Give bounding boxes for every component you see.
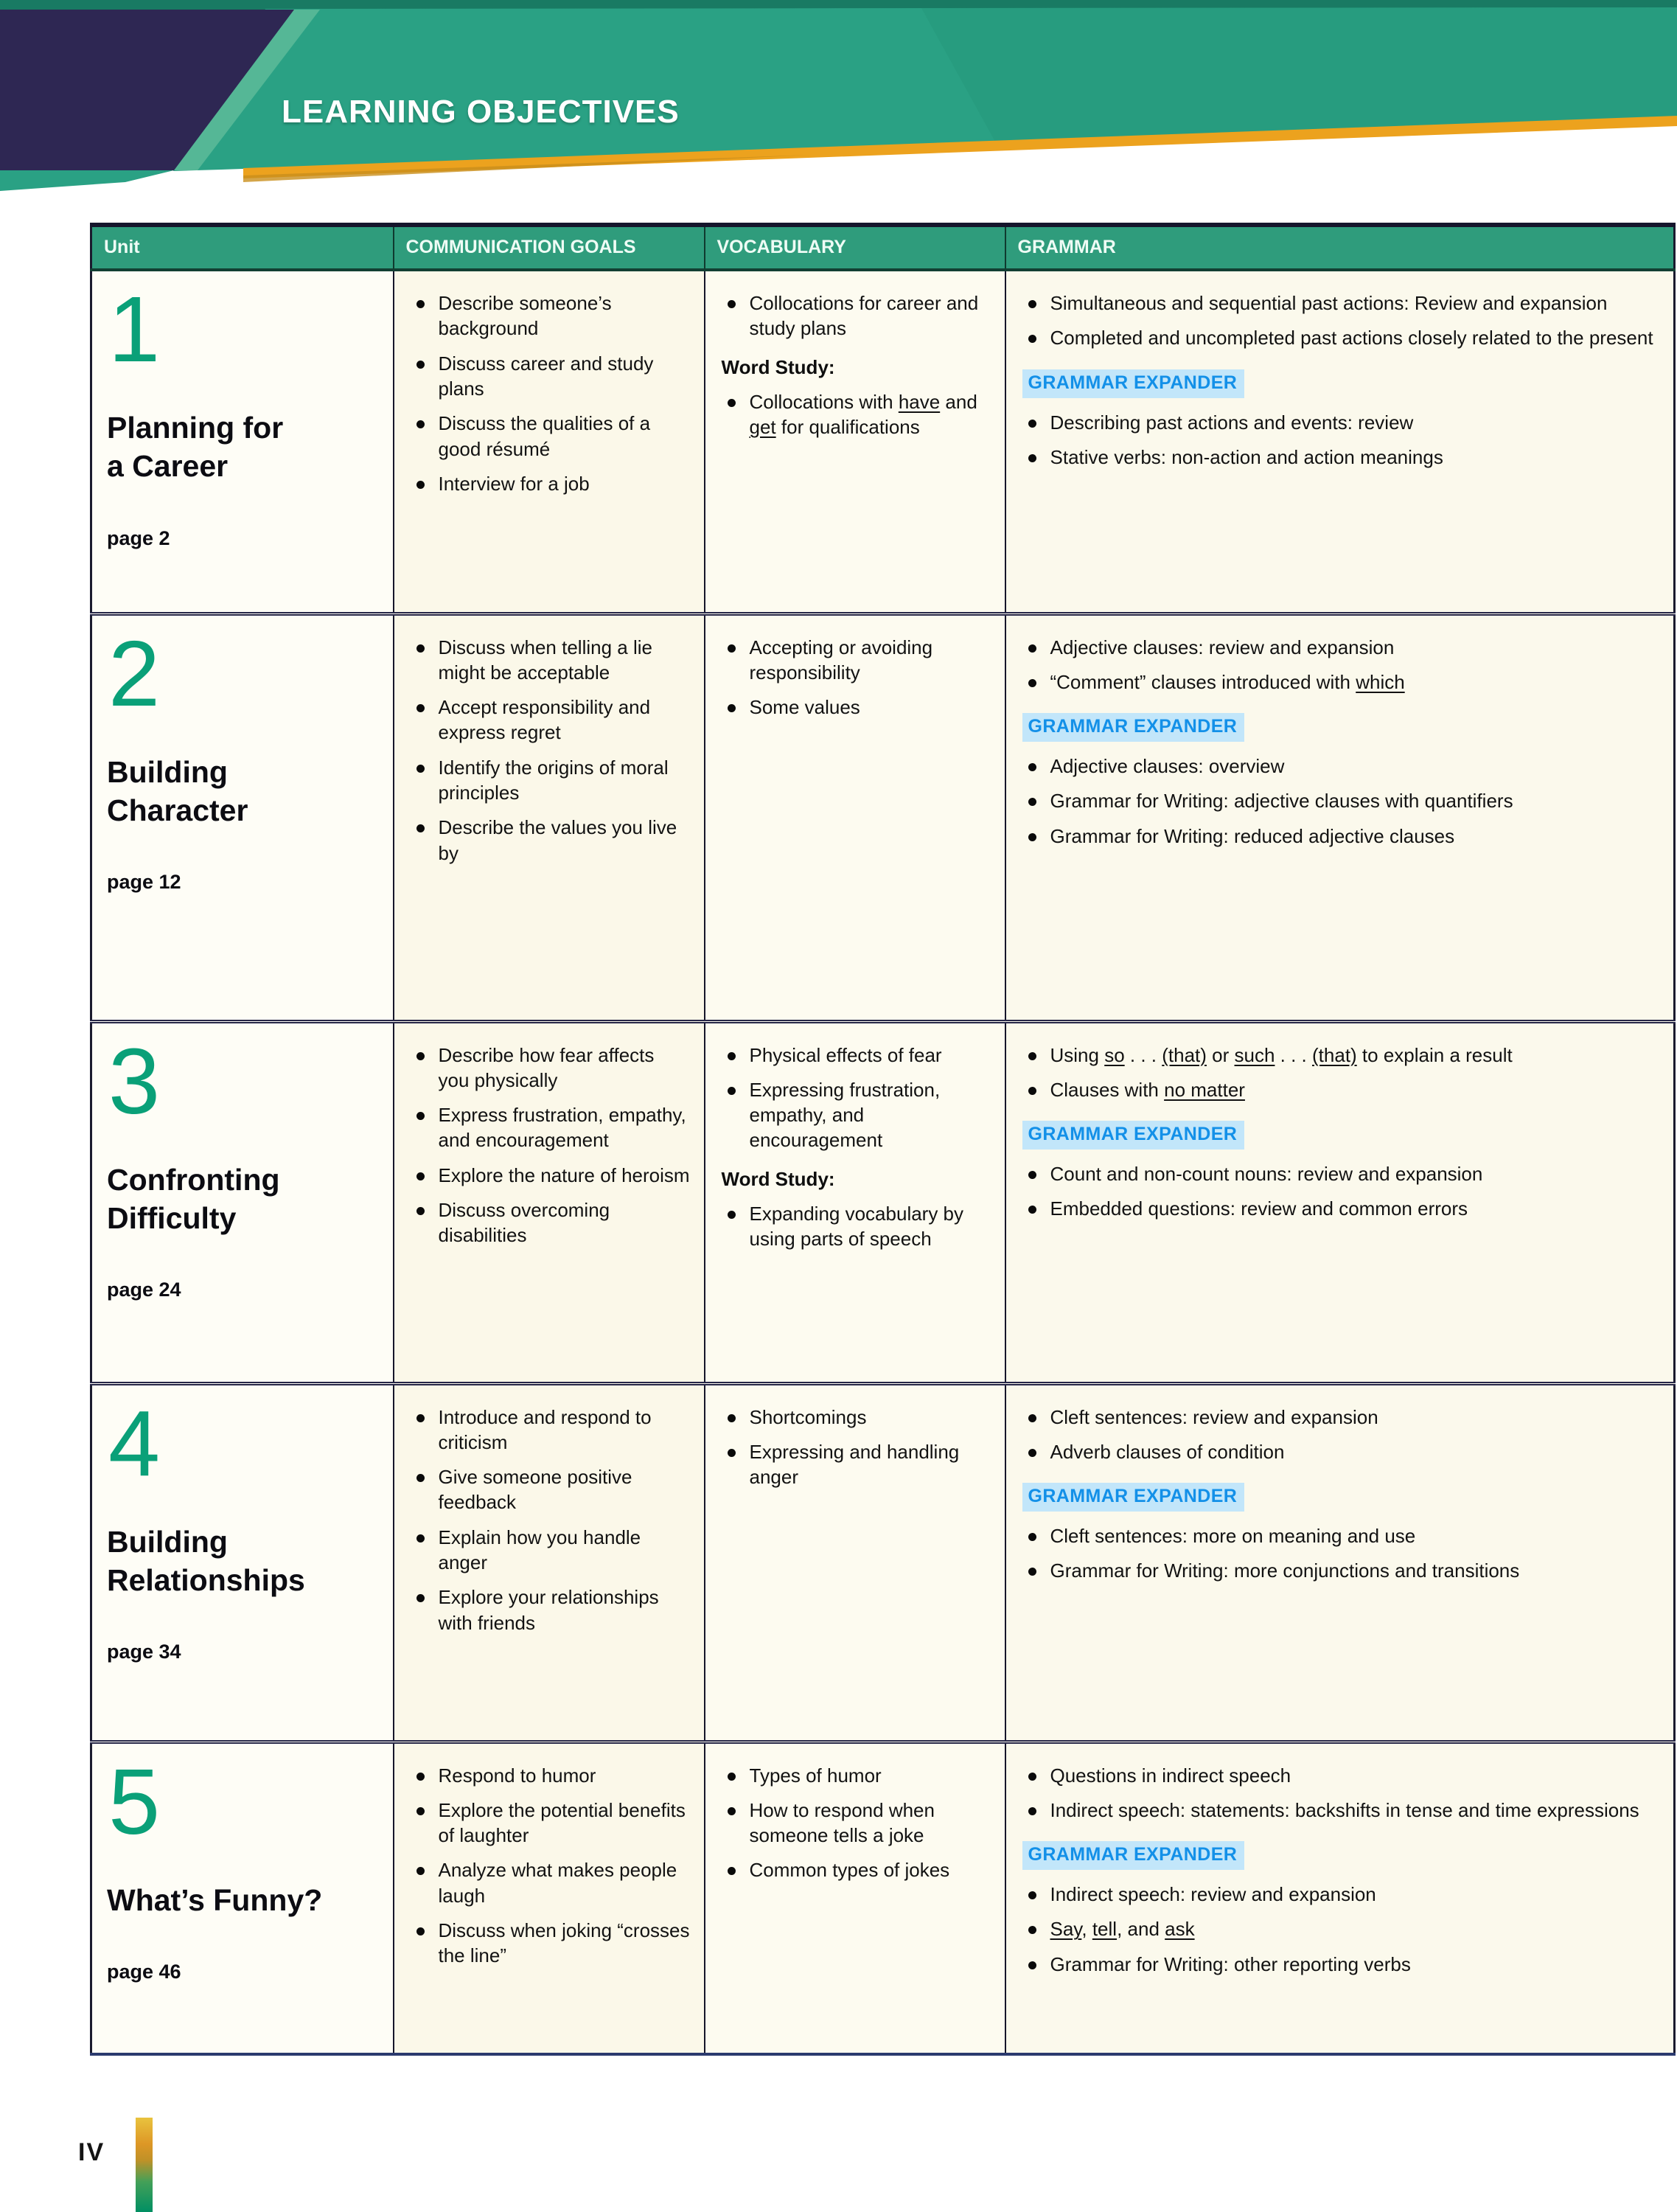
unit-row <box>91 270 1675 613</box>
bullet-item: Physical effects of fear <box>722 1043 991 1068</box>
bullet-item: Discuss the qualities of a good résumé <box>411 411 691 462</box>
bullet-item: Cleft sentences: review and expansion <box>1022 1405 1661 1430</box>
grammar-expander-row <box>1022 1112 1661 1161</box>
unit-page-label: page 2 <box>107 526 170 549</box>
unit-cell <box>91 1383 394 1742</box>
bullet-item: Explore your relationships with friends <box>411 1585 691 1635</box>
bullet-item: Common types of jokes <box>722 1857 991 1882</box>
bullet-item: Identify the origins of moral principles <box>411 755 691 806</box>
bullet-item: Expressing and handling anger <box>722 1439 991 1490</box>
bullet-item: Explain how you handle anger <box>411 1525 691 1576</box>
communication-goals-cell <box>394 1021 705 1383</box>
bullet-item: How to respond when someone tells a joke <box>722 1798 991 1848</box>
bullet-item: Adjective clauses: overview <box>1022 754 1661 779</box>
table-header-row <box>91 225 1675 270</box>
bookmark-ribbon <box>136 2118 153 2212</box>
grammar-cell <box>1005 1383 1675 1742</box>
communication-goals-cell <box>394 613 705 1021</box>
bullet-item: Analyze what makes people laugh <box>411 1857 691 1908</box>
bullet-item: Questions in indirect speech <box>1022 1763 1661 1788</box>
word-study-heading: Word Study: <box>721 355 835 378</box>
communication-goals-cell <box>394 270 705 613</box>
bullet-item: Expressing frustration, empathy, and encouragement <box>722 1077 991 1153</box>
grammar-cell <box>1005 1021 1675 1383</box>
bullet-item: Count and non-count nouns: review and expansion <box>1022 1161 1661 1186</box>
banner-title: LEARNING OBJECTIVES <box>282 94 680 130</box>
col-header-communication-goals: COMMUNICATION GOALS <box>394 225 705 270</box>
unit-number: 4 <box>108 1391 162 1495</box>
bullet-item: Indirect speech: review and expansion <box>1022 1882 1661 1907</box>
bullet-item: Types of humor <box>722 1763 991 1788</box>
unit-page-label: page 46 <box>107 1960 181 1983</box>
bullet-item: Explore the nature of heroism <box>411 1163 691 1188</box>
bullet-item: Collocations for career and study plans <box>722 291 991 341</box>
bullet-item: Indirect speech: statements: backshifts in tense and time expressions <box>1022 1798 1661 1823</box>
grammar-expander-badge: GRAMMAR EXPANDER <box>1022 1841 1245 1870</box>
bullet-item: Grammar for Writing: more conjunctions and transitions <box>1022 1558 1661 1583</box>
bullet-item: Expanding vocabulary by using parts of speech <box>722 1201 991 1252</box>
bullet-item: Describe the values you live by <box>411 815 691 866</box>
bullet-item: Clauses with no matter <box>1022 1077 1661 1102</box>
bullet-item: Describe someone’s background <box>411 291 691 341</box>
unit-number: 3 <box>108 1029 162 1133</box>
grammar-expander-row <box>1022 704 1661 754</box>
bullet-item: Stative verbs: non-action and action meanings <box>1022 445 1661 470</box>
unit-number: 5 <box>108 1749 162 1854</box>
unit-number: 2 <box>108 621 162 726</box>
bullet-item: Introduce and respond to criticism <box>411 1405 691 1455</box>
unit-row <box>91 1742 1675 2054</box>
units-body <box>91 270 1675 2054</box>
bullet-item: Accept responsibility and express regret <box>411 695 691 745</box>
bullet-item: Grammar for Writing: other reporting verbs <box>1022 1952 1661 1977</box>
bullet-item: Describe how fear affects you physically <box>411 1043 691 1093</box>
grammar-expander-row <box>1022 1474 1661 1523</box>
bullet-item: Collocations with have and get for qualifications <box>722 389 991 440</box>
bullet-item: Discuss career and study plans <box>411 351 691 402</box>
bullet-item: Simultaneous and sequential past actions: Review and expansion <box>1022 291 1661 316</box>
bullet-item: Completed and uncompleted past actions closely related to the present <box>1022 325 1661 350</box>
unit-cell <box>91 270 394 613</box>
grammar-expander-badge: GRAMMAR EXPANDER <box>1022 1121 1245 1150</box>
grammar-cell <box>1005 270 1675 613</box>
bullet-item: Express frustration, empathy, and encouragement <box>411 1102 691 1153</box>
vocabulary-cell <box>705 613 1005 1021</box>
unit-page-label: page 12 <box>107 871 181 894</box>
unit-title: Building Relationships <box>107 1524 305 1597</box>
bullet-item: Discuss when telling a lie might be acceptable <box>411 635 691 686</box>
bullet-item: Adjective clauses: review and expansion <box>1022 635 1661 660</box>
bullet-item: Some values <box>722 695 991 720</box>
unit-cell <box>91 1021 394 1383</box>
unit-row <box>91 1021 1675 1383</box>
grammar-expander-badge: GRAMMAR EXPANDER <box>1022 713 1245 742</box>
communication-goals-cell <box>394 1383 705 1742</box>
bullet-item: Cleft sentences: more on meaning and use <box>1022 1523 1661 1548</box>
bullet-item: Embedded questions: review and common errors <box>1022 1196 1661 1221</box>
bullet-item: Accepting or avoiding responsibility <box>722 635 991 686</box>
bullet-item: Grammar for Writing: adjective clauses with quantifiers <box>1022 788 1661 813</box>
bullet-item: Discuss overcoming disabilities <box>411 1197 691 1248</box>
banner-graphic <box>0 0 1677 221</box>
unit-row <box>91 1383 1675 1742</box>
unit-page-label: page 34 <box>107 1641 181 1663</box>
unit-title: What’s Funny? <box>107 1882 323 1917</box>
bullet-item: Discuss when joking “crosses the line” <box>411 1918 691 1969</box>
unit-title: Confronting Difficulty <box>107 1162 280 1235</box>
unit-title: Planning for a Career <box>107 411 284 484</box>
grammar-expander-row <box>1022 1832 1661 1882</box>
learning-objectives-table <box>90 223 1676 2056</box>
page-number: IV <box>78 2138 105 2166</box>
unit-cell <box>91 613 394 1021</box>
bullet-item: Grammar for Writing: reduced adjective clauses <box>1022 824 1661 849</box>
vocabulary-cell <box>705 270 1005 613</box>
grammar-expander-badge: GRAMMAR EXPANDER <box>1022 369 1245 398</box>
page-banner <box>0 0 1677 221</box>
bullet-item: Explore the potential benefits of laughter <box>411 1798 691 1848</box>
vocabulary-cell <box>705 1383 1005 1742</box>
unit-cell <box>91 1742 394 2054</box>
unit-title: Building Character <box>107 754 248 827</box>
grammar-expander-row <box>1022 361 1661 410</box>
unit-page-label: page 24 <box>107 1279 181 1301</box>
word-study-heading: Word Study: <box>721 1167 835 1190</box>
unit-row <box>91 613 1675 1021</box>
bullet-item: Interview for a job <box>411 471 691 496</box>
bullet-item: Give someone positive feedback <box>411 1464 691 1515</box>
grammar-cell <box>1005 613 1675 1021</box>
vocabulary-cell <box>705 1021 1005 1383</box>
col-header-grammar: GRAMMAR <box>1005 225 1675 270</box>
vocabulary-cell <box>705 1742 1005 2054</box>
bullet-item: Respond to humor <box>411 1763 691 1788</box>
unit-number: 1 <box>108 277 162 381</box>
bullet-item: Describing past actions and events: review <box>1022 410 1661 435</box>
grammar-expander-badge: GRAMMAR EXPANDER <box>1022 1483 1245 1512</box>
bullet-item: Shortcomings <box>722 1405 991 1430</box>
communication-goals-cell <box>394 1742 705 2054</box>
col-header-vocabulary: VOCABULARY <box>705 225 1005 270</box>
bullet-item: Adverb clauses of condition <box>1022 1439 1661 1464</box>
bullet-item: “Comment” clauses introduced with which <box>1022 669 1661 695</box>
col-header-unit: Unit <box>91 225 394 270</box>
grammar-cell <box>1005 1742 1675 2054</box>
bullet-item: Using so . . . (that) or such . . . (that) to explain a result <box>1022 1043 1661 1068</box>
bullet-item: Say, tell, and ask <box>1022 1916 1661 1941</box>
